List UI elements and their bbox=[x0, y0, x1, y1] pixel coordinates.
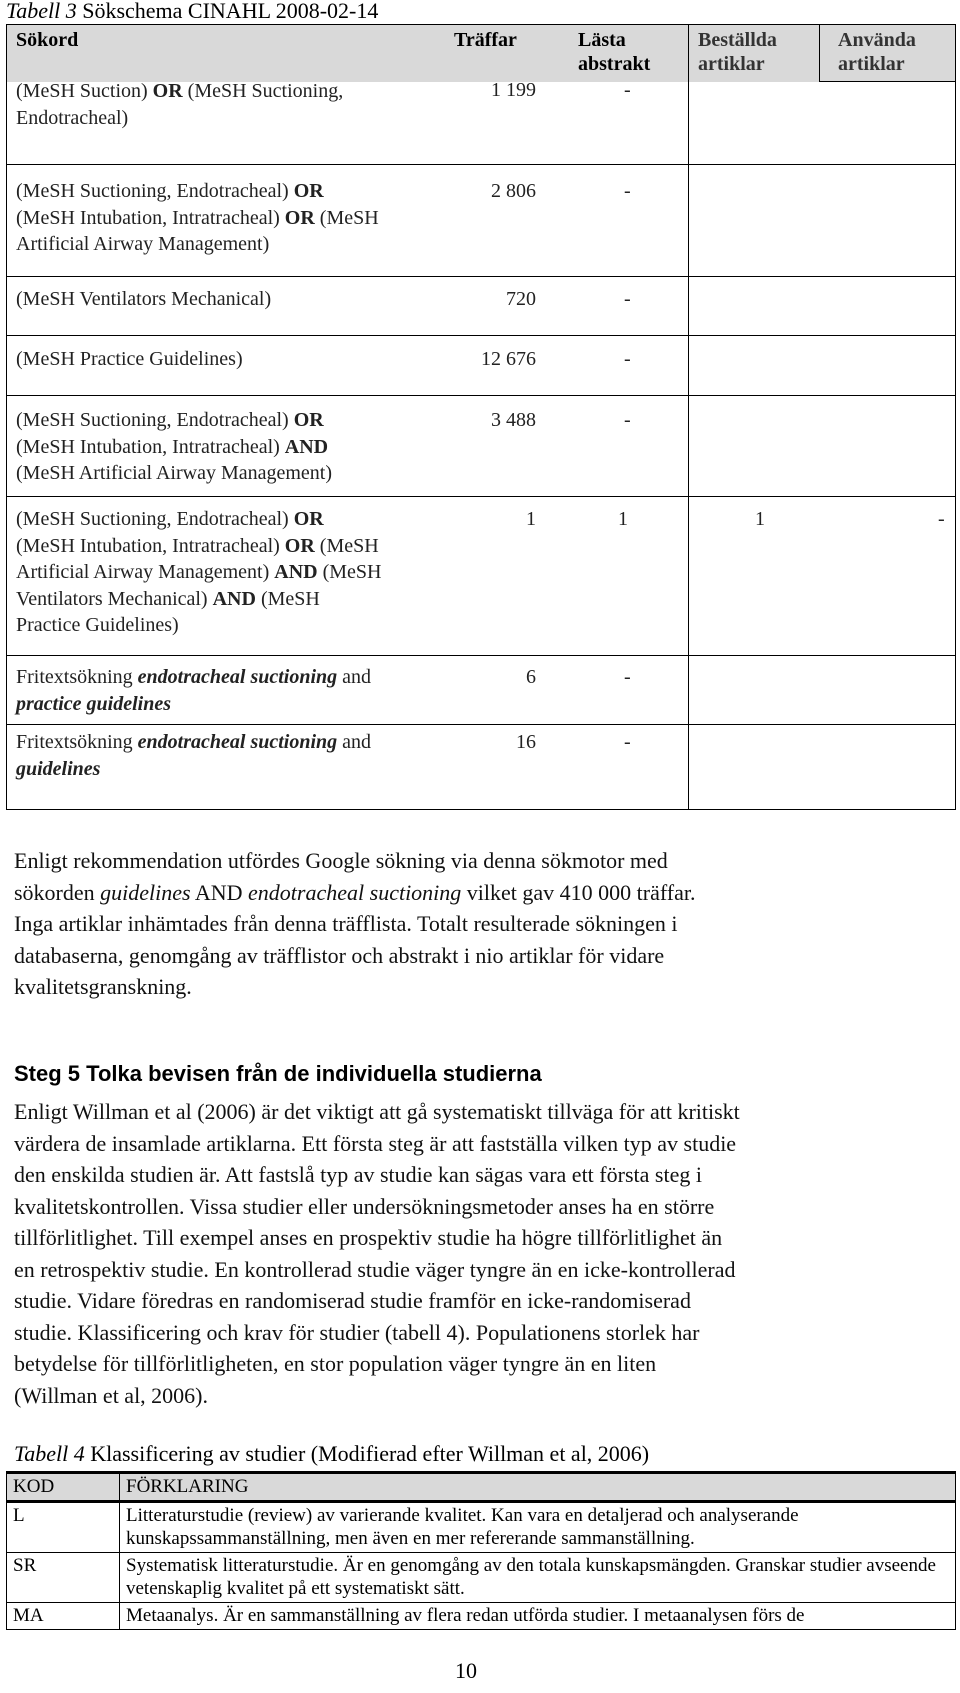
table-row-query: (MeSH Suctioning, Endotracheal) OR (MeSH Intubation, Intratracheal) OR (MeSH Artificial Airway Management) AND (MeSH Ventilators Mechanical) AND (MeSH Practice Guidelines) bbox=[16, 508, 382, 636]
table-row bbox=[7, 1603, 956, 1630]
table-row-forklaring: Metaanalys. Är en sammanställning av flera redan utförda studier. I metaanalysen förs de bbox=[120, 1603, 956, 1630]
table-row-lasta: - bbox=[624, 409, 631, 431]
header-lasta-line2: abstrakt bbox=[578, 53, 651, 75]
table-row-traffar: 1 199 bbox=[491, 79, 536, 101]
table-row bbox=[7, 1553, 956, 1603]
table-row-query: (MeSH Suctioning, Endotracheal) OR (MeSH Intubation, Intratracheal) OR (MeSH Artificial Airway Management) bbox=[16, 180, 379, 255]
table-row-traffar: 2 806 bbox=[491, 180, 536, 202]
table-row-anvanda: - bbox=[938, 508, 945, 530]
table-row-traffar: 6 bbox=[526, 666, 536, 688]
table-row bbox=[7, 1502, 956, 1553]
paragraph-step5: Enligt Willman et al (2006) är det viktigt att gå systematiskt tillväga för att kritiskt värdera de insamlade artiklarna. Ett första steg är att fastställa vilken typ av studie den enskilda studien är. Att fastslå typ av studie kan sägas vara ett första steg i kvalitetskontrollen. Vissa studier eller undersökningsmetoder anses ha en större tillförlitlighet. Till exempel anses en prospektiv studie ha högre tillförlitlighet än en retrospektiv studie. En kontrollerad studie väger tyngre än en icke-kontrollerad studie. Vidare föredras en randomiserad studie framför en icke-randomiserad studie. Klassificering och krav för studier (tabell 4). Populationens storlek har betydelse för tillförlitligheten, en stor population väger tyngre än en liten (Willman et al, 2006). bbox=[14, 1099, 740, 1408]
header-lasta-line1: Lästa bbox=[578, 29, 626, 51]
paragraph-google-search: Enligt rekommendation utfördes Google sökning via denna sökmotor med sökorden guidelines AND endotracheal suctioning vilket gav 410 000 träffar. Inga artiklar inhämtades från denna träfflista. Totalt resulterade sökningen i databaserna, genomgång av träfflistor och abstrakt i nio artiklar för vidare kvalitetsgranskning. bbox=[14, 848, 696, 999]
table-row-kod: SR bbox=[7, 1553, 120, 1603]
table-row-query: (MeSH Practice Guidelines) bbox=[16, 348, 243, 370]
table3-caption-label: Tabell 3 bbox=[6, 0, 77, 23]
table-row-forklaring: Systematisk litteraturstudie. Är en genomgång av den totala kunskapsmängden. Granskar studier avseende vetenskaplig kvalitet på ett systematiskt sätt. bbox=[120, 1553, 956, 1603]
table-row-traffar: 1 bbox=[526, 508, 536, 530]
table-row-query: (MeSH Suction) OR (MeSH Suctioning, Endotracheal) bbox=[16, 80, 344, 129]
table4 bbox=[6, 1471, 956, 1630]
table-row-query: (MeSH Ventilators Mechanical) bbox=[16, 288, 272, 310]
page-number: 10 bbox=[455, 1658, 477, 1683]
table-row-lasta: - bbox=[624, 731, 631, 753]
table-row-forklaring: Litteraturstudie (review) av varierande kvalitet. Kan vara en detaljerad och analyserande kunskapssammanställning, men även en mer refererande sammanställning. bbox=[120, 1502, 956, 1553]
table3-caption-text: Sökschema CINAHL 2008-02-14 bbox=[82, 0, 379, 23]
header-forklaring: FÖRKLARING bbox=[120, 1473, 956, 1502]
table-row-lasta: - bbox=[624, 79, 631, 101]
table-row-lasta: - bbox=[624, 180, 631, 202]
table-row-bestallda: 1 bbox=[755, 508, 765, 530]
table-row-lasta: - bbox=[624, 666, 631, 688]
table4-caption-label: Tabell 4 bbox=[14, 1441, 85, 1466]
header-bestallda-line2: artiklar bbox=[698, 53, 765, 75]
table3-caption bbox=[6, 0, 378, 24]
table-row-lasta: - bbox=[624, 348, 631, 370]
table-row-traffar: 3 488 bbox=[491, 409, 536, 431]
table3 bbox=[6, 24, 956, 810]
table-row-kod: MA bbox=[7, 1603, 120, 1630]
header-sokord: Sökord bbox=[16, 29, 79, 51]
table-row-traffar: 16 bbox=[516, 731, 536, 753]
table-row-query: Fritextsökning endotracheal suctioning and guidelines bbox=[16, 731, 372, 780]
header-anvanda-line1: Använda bbox=[838, 29, 916, 51]
table4-header-row bbox=[7, 1473, 956, 1502]
table-row-lasta: - bbox=[624, 288, 631, 310]
table-row-kod: L bbox=[7, 1502, 120, 1553]
header-traffar: Träffar bbox=[454, 29, 517, 51]
table-row-traffar: 12 676 bbox=[481, 348, 536, 370]
header-bestallda-line1: Beställda bbox=[698, 29, 777, 51]
table-row-query: (MeSH Suctioning, Endotracheal) OR (MeSH Intubation, Intratracheal) AND (MeSH Artificial Airway Management) bbox=[16, 409, 333, 484]
table-row-lasta: 1 bbox=[618, 508, 628, 530]
table-row-traffar: 720 bbox=[506, 288, 536, 310]
header-anvanda-line2: artiklar bbox=[838, 53, 905, 75]
table4-caption bbox=[14, 1441, 649, 1467]
header-kod: KOD bbox=[7, 1473, 120, 1502]
table-row-query: Fritextsökning endotracheal suctioning and practice guidelines bbox=[16, 666, 372, 715]
table4-caption-text: Klassificering av studier (Modifierad efter Willman et al, 2006) bbox=[90, 1441, 650, 1466]
section-heading: Steg 5 Tolka bevisen från de individuella studierna bbox=[14, 1061, 542, 1086]
